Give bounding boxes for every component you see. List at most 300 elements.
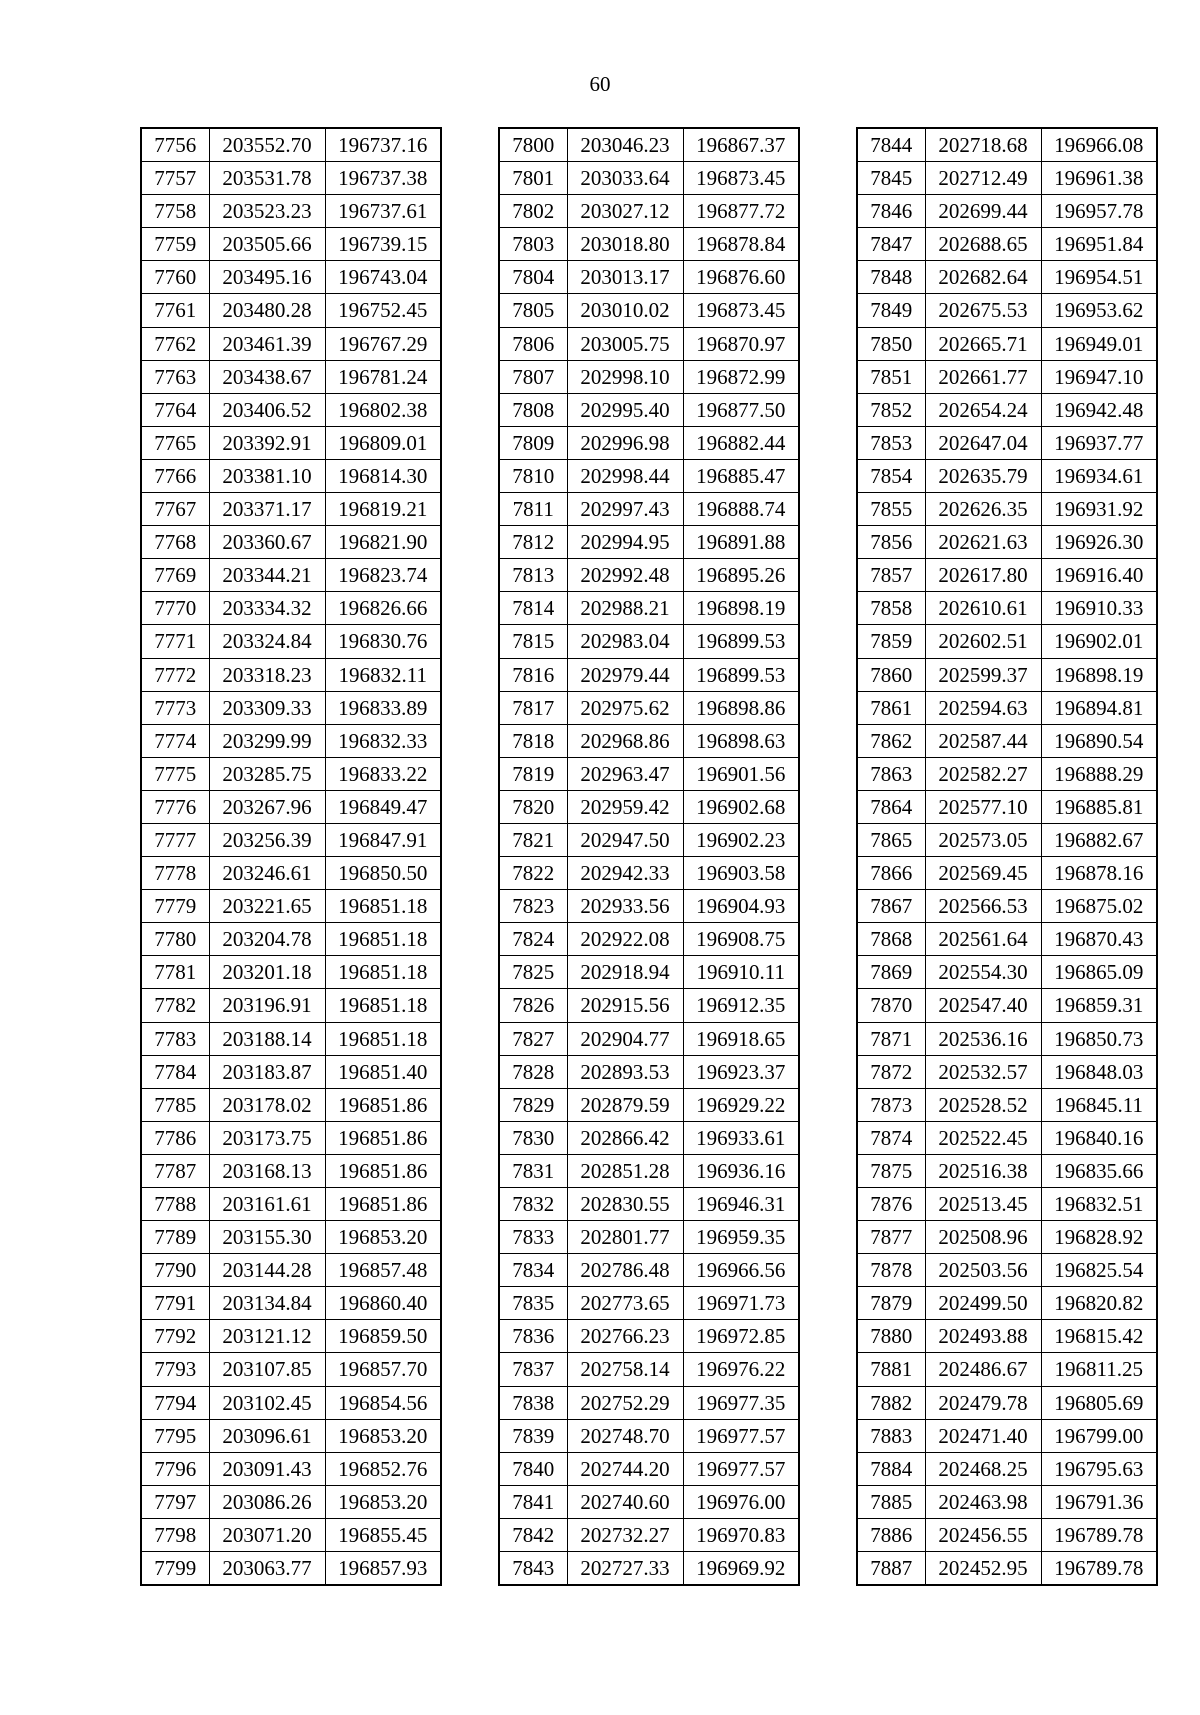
table-row — [499, 625, 799, 658]
x-coordinate-cell: 202963.47 — [567, 757, 683, 790]
x-coordinate-cell: 203201.18 — [209, 956, 325, 989]
x-coordinate-cell: 202561.64 — [925, 923, 1041, 956]
table-row — [141, 857, 441, 890]
table-row — [499, 1154, 799, 1187]
y-coordinate-cell: 196959.35 — [683, 1221, 799, 1254]
x-coordinate-cell: 202499.50 — [925, 1287, 1041, 1320]
point-id-cell: 7857 — [857, 559, 925, 592]
x-coordinate-cell: 202547.40 — [925, 989, 1041, 1022]
table-row — [857, 592, 1157, 625]
point-id-cell: 7837 — [499, 1353, 567, 1386]
y-coordinate-cell: 196969.92 — [683, 1552, 799, 1586]
x-coordinate-cell: 203267.96 — [209, 790, 325, 823]
y-coordinate-cell: 196903.58 — [683, 857, 799, 890]
x-coordinate-cell: 202617.80 — [925, 559, 1041, 592]
y-coordinate-cell: 196898.19 — [1041, 658, 1157, 691]
point-id-cell: 7843 — [499, 1552, 567, 1586]
point-id-cell: 7811 — [499, 493, 567, 526]
point-id-cell: 7881 — [857, 1353, 925, 1386]
x-coordinate-cell: 202744.20 — [567, 1452, 683, 1485]
x-coordinate-cell: 203480.28 — [209, 294, 325, 327]
table-row — [857, 162, 1157, 195]
table-row — [857, 625, 1157, 658]
x-coordinate-cell: 203381.10 — [209, 459, 325, 492]
y-coordinate-cell: 196898.86 — [683, 691, 799, 724]
table-row — [499, 1419, 799, 1452]
y-coordinate-cell: 196811.25 — [1041, 1353, 1157, 1386]
x-coordinate-cell: 202456.55 — [925, 1518, 1041, 1551]
point-id-cell: 7842 — [499, 1518, 567, 1551]
point-id-cell: 7854 — [857, 459, 925, 492]
x-coordinate-cell: 203318.23 — [209, 658, 325, 691]
y-coordinate-cell: 196977.57 — [683, 1419, 799, 1452]
point-id-cell: 7804 — [499, 261, 567, 294]
x-coordinate-cell: 202801.77 — [567, 1221, 683, 1254]
point-id-cell: 7844 — [857, 128, 925, 162]
table-row — [141, 1452, 441, 1485]
table-row — [499, 1452, 799, 1485]
y-coordinate-cell: 196953.62 — [1041, 294, 1157, 327]
y-coordinate-cell: 196851.40 — [325, 1055, 441, 1088]
x-coordinate-cell: 202682.64 — [925, 261, 1041, 294]
table-row — [857, 1320, 1157, 1353]
point-id-cell: 7841 — [499, 1485, 567, 1518]
table-row — [499, 426, 799, 459]
x-coordinate-cell: 202554.30 — [925, 956, 1041, 989]
x-coordinate-cell: 202918.94 — [567, 956, 683, 989]
x-coordinate-cell: 202773.65 — [567, 1287, 683, 1320]
table-row — [499, 823, 799, 856]
table-row — [141, 625, 441, 658]
y-coordinate-cell: 196933.61 — [683, 1121, 799, 1154]
x-coordinate-cell: 202688.65 — [925, 228, 1041, 261]
y-coordinate-cell: 196947.10 — [1041, 360, 1157, 393]
table-row — [499, 890, 799, 923]
x-coordinate-cell: 203196.91 — [209, 989, 325, 1022]
table-row — [499, 1055, 799, 1088]
x-coordinate-cell: 202995.40 — [567, 393, 683, 426]
y-coordinate-cell: 196870.43 — [1041, 923, 1157, 956]
y-coordinate-cell: 196910.11 — [683, 956, 799, 989]
x-coordinate-cell: 202727.33 — [567, 1552, 683, 1586]
y-coordinate-cell: 196972.85 — [683, 1320, 799, 1353]
y-coordinate-cell: 196898.63 — [683, 724, 799, 757]
y-coordinate-cell: 196898.19 — [683, 592, 799, 625]
x-coordinate-cell: 202665.71 — [925, 327, 1041, 360]
x-coordinate-cell: 203096.61 — [209, 1419, 325, 1452]
point-id-cell: 7850 — [857, 327, 925, 360]
point-id-cell: 7823 — [499, 890, 567, 923]
x-coordinate-cell: 203334.32 — [209, 592, 325, 625]
table-row — [499, 459, 799, 492]
y-coordinate-cell: 196852.76 — [325, 1452, 441, 1485]
table-row — [499, 162, 799, 195]
x-coordinate-cell: 203552.70 — [209, 128, 325, 162]
point-id-cell: 7796 — [141, 1452, 209, 1485]
point-id-cell: 7836 — [499, 1320, 567, 1353]
point-id-cell: 7795 — [141, 1419, 209, 1452]
x-coordinate-cell: 202661.77 — [925, 360, 1041, 393]
x-coordinate-cell: 202486.67 — [925, 1353, 1041, 1386]
table-row — [857, 757, 1157, 790]
table-row — [499, 1121, 799, 1154]
table-row — [499, 1386, 799, 1419]
x-coordinate-cell: 203495.16 — [209, 261, 325, 294]
y-coordinate-cell: 196853.20 — [325, 1221, 441, 1254]
table-row — [857, 1353, 1157, 1386]
y-coordinate-cell: 196954.51 — [1041, 261, 1157, 294]
x-coordinate-cell: 203523.23 — [209, 195, 325, 228]
table-row — [141, 493, 441, 526]
table-row — [499, 1485, 799, 1518]
y-coordinate-cell: 196851.18 — [325, 989, 441, 1022]
point-id-cell: 7784 — [141, 1055, 209, 1088]
y-coordinate-cell: 196877.72 — [683, 195, 799, 228]
point-id-cell: 7792 — [141, 1320, 209, 1353]
x-coordinate-cell: 202587.44 — [925, 724, 1041, 757]
table-row — [141, 1022, 441, 1055]
x-coordinate-cell: 202968.86 — [567, 724, 683, 757]
point-id-cell: 7762 — [141, 327, 209, 360]
y-coordinate-cell: 196737.16 — [325, 128, 441, 162]
y-coordinate-cell: 196902.23 — [683, 823, 799, 856]
point-id-cell: 7782 — [141, 989, 209, 1022]
x-coordinate-cell: 203086.26 — [209, 1485, 325, 1518]
x-coordinate-cell: 203102.45 — [209, 1386, 325, 1419]
table-row — [141, 327, 441, 360]
y-coordinate-cell: 196850.50 — [325, 857, 441, 890]
point-id-cell: 7793 — [141, 1353, 209, 1386]
x-coordinate-cell: 202979.44 — [567, 658, 683, 691]
point-id-cell: 7830 — [499, 1121, 567, 1154]
y-coordinate-cell: 196926.30 — [1041, 526, 1157, 559]
x-coordinate-cell: 202766.23 — [567, 1320, 683, 1353]
table-row — [499, 1254, 799, 1287]
table-row — [141, 1518, 441, 1551]
table-row — [857, 823, 1157, 856]
table-row — [857, 360, 1157, 393]
y-coordinate-cell: 196851.18 — [325, 923, 441, 956]
table-row — [141, 1287, 441, 1320]
y-coordinate-cell: 196832.51 — [1041, 1188, 1157, 1221]
x-coordinate-cell: 202712.49 — [925, 162, 1041, 195]
table-row — [141, 393, 441, 426]
table-row — [857, 890, 1157, 923]
point-id-cell: 7878 — [857, 1254, 925, 1287]
y-coordinate-cell: 196815.42 — [1041, 1320, 1157, 1353]
table-row — [499, 360, 799, 393]
x-coordinate-cell: 202904.77 — [567, 1022, 683, 1055]
y-coordinate-cell: 196850.73 — [1041, 1022, 1157, 1055]
y-coordinate-cell: 196895.26 — [683, 559, 799, 592]
x-coordinate-cell: 202594.63 — [925, 691, 1041, 724]
y-coordinate-cell: 196826.66 — [325, 592, 441, 625]
y-coordinate-cell: 196737.38 — [325, 162, 441, 195]
point-id-cell: 7799 — [141, 1552, 209, 1586]
table-row — [857, 1121, 1157, 1154]
point-id-cell: 7787 — [141, 1154, 209, 1187]
table-row — [857, 493, 1157, 526]
y-coordinate-cell: 196885.47 — [683, 459, 799, 492]
point-id-cell: 7814 — [499, 592, 567, 625]
y-coordinate-cell: 196853.20 — [325, 1485, 441, 1518]
table-row — [141, 790, 441, 823]
point-id-cell: 7860 — [857, 658, 925, 691]
x-coordinate-cell: 202675.53 — [925, 294, 1041, 327]
table-row — [141, 559, 441, 592]
table-row — [141, 1121, 441, 1154]
y-coordinate-cell: 196737.61 — [325, 195, 441, 228]
y-coordinate-cell: 196873.45 — [683, 162, 799, 195]
x-coordinate-cell: 202718.68 — [925, 128, 1041, 162]
y-coordinate-cell: 196789.78 — [1041, 1518, 1157, 1551]
table-row — [499, 1188, 799, 1221]
point-id-cell: 7867 — [857, 890, 925, 923]
y-coordinate-cell: 196966.08 — [1041, 128, 1157, 162]
point-id-cell: 7834 — [499, 1254, 567, 1287]
y-coordinate-cell: 196872.99 — [683, 360, 799, 393]
x-coordinate-cell: 203204.78 — [209, 923, 325, 956]
point-id-cell: 7833 — [499, 1221, 567, 1254]
point-id-cell: 7846 — [857, 195, 925, 228]
point-id-cell: 7821 — [499, 823, 567, 856]
point-id-cell: 7775 — [141, 757, 209, 790]
point-id-cell: 7883 — [857, 1419, 925, 1452]
x-coordinate-cell: 202959.42 — [567, 790, 683, 823]
x-coordinate-cell: 203285.75 — [209, 757, 325, 790]
y-coordinate-cell: 196821.90 — [325, 526, 441, 559]
table-row — [499, 261, 799, 294]
y-coordinate-cell: 196802.38 — [325, 393, 441, 426]
x-coordinate-cell: 202516.38 — [925, 1154, 1041, 1187]
table-row — [141, 757, 441, 790]
x-coordinate-cell: 202528.52 — [925, 1088, 1041, 1121]
coordinate-table-3 — [856, 127, 1158, 1586]
y-coordinate-cell: 196851.18 — [325, 956, 441, 989]
y-coordinate-cell: 196873.45 — [683, 294, 799, 327]
y-coordinate-cell: 196833.89 — [325, 691, 441, 724]
point-id-cell: 7801 — [499, 162, 567, 195]
x-coordinate-cell: 202988.21 — [567, 592, 683, 625]
x-coordinate-cell: 203168.13 — [209, 1154, 325, 1187]
table-row — [857, 1419, 1157, 1452]
y-coordinate-cell: 196876.60 — [683, 261, 799, 294]
x-coordinate-cell: 202922.08 — [567, 923, 683, 956]
point-id-cell: 7884 — [857, 1452, 925, 1485]
x-coordinate-cell: 203071.20 — [209, 1518, 325, 1551]
y-coordinate-cell: 196929.22 — [683, 1088, 799, 1121]
table-row — [141, 724, 441, 757]
table-row — [141, 1552, 441, 1586]
table-row — [499, 228, 799, 261]
point-id-cell: 7794 — [141, 1386, 209, 1419]
x-coordinate-cell: 202532.57 — [925, 1055, 1041, 1088]
x-coordinate-cell: 203178.02 — [209, 1088, 325, 1121]
point-id-cell: 7853 — [857, 426, 925, 459]
y-coordinate-cell: 196743.04 — [325, 261, 441, 294]
point-id-cell: 7820 — [499, 790, 567, 823]
table-row — [857, 559, 1157, 592]
y-coordinate-cell: 196832.11 — [325, 658, 441, 691]
y-coordinate-cell: 196878.16 — [1041, 857, 1157, 890]
y-coordinate-cell: 196934.61 — [1041, 459, 1157, 492]
table-row — [857, 1055, 1157, 1088]
y-coordinate-cell: 196923.37 — [683, 1055, 799, 1088]
y-coordinate-cell: 196877.50 — [683, 393, 799, 426]
y-coordinate-cell: 196859.50 — [325, 1320, 441, 1353]
x-coordinate-cell: 203183.87 — [209, 1055, 325, 1088]
table-row — [857, 1452, 1157, 1485]
point-id-cell: 7865 — [857, 823, 925, 856]
y-coordinate-cell: 196971.73 — [683, 1287, 799, 1320]
x-coordinate-cell: 203438.67 — [209, 360, 325, 393]
x-coordinate-cell: 203344.21 — [209, 559, 325, 592]
table-row — [499, 493, 799, 526]
table-row — [141, 294, 441, 327]
point-id-cell: 7785 — [141, 1088, 209, 1121]
y-coordinate-cell: 196823.74 — [325, 559, 441, 592]
point-id-cell: 7773 — [141, 691, 209, 724]
y-coordinate-cell: 196875.02 — [1041, 890, 1157, 923]
table-row — [499, 592, 799, 625]
table-row — [499, 923, 799, 956]
x-coordinate-cell: 202468.25 — [925, 1452, 1041, 1485]
point-id-cell: 7861 — [857, 691, 925, 724]
x-coordinate-cell: 202699.44 — [925, 195, 1041, 228]
table-row — [141, 526, 441, 559]
x-coordinate-cell: 203155.30 — [209, 1221, 325, 1254]
y-coordinate-cell: 196832.33 — [325, 724, 441, 757]
y-coordinate-cell: 196851.86 — [325, 1188, 441, 1221]
point-id-cell: 7770 — [141, 592, 209, 625]
point-id-cell: 7790 — [141, 1254, 209, 1287]
point-id-cell: 7855 — [857, 493, 925, 526]
table-row — [857, 426, 1157, 459]
x-coordinate-cell: 203091.43 — [209, 1452, 325, 1485]
table-row — [857, 393, 1157, 426]
point-id-cell: 7825 — [499, 956, 567, 989]
y-coordinate-cell: 196851.18 — [325, 890, 441, 923]
coordinate-table-1 — [140, 127, 442, 1586]
table-row — [857, 1254, 1157, 1287]
table-row — [499, 1353, 799, 1386]
y-coordinate-cell: 196791.36 — [1041, 1485, 1157, 1518]
x-coordinate-cell: 203013.17 — [567, 261, 683, 294]
x-coordinate-cell: 202569.45 — [925, 857, 1041, 890]
y-coordinate-cell: 196902.01 — [1041, 625, 1157, 658]
point-id-cell: 7783 — [141, 1022, 209, 1055]
table-row — [141, 1353, 441, 1386]
table-row — [499, 1022, 799, 1055]
point-id-cell: 7757 — [141, 162, 209, 195]
table-row — [499, 393, 799, 426]
table-row — [141, 228, 441, 261]
y-coordinate-cell: 196865.09 — [1041, 956, 1157, 989]
x-coordinate-cell: 202994.95 — [567, 526, 683, 559]
point-id-cell: 7813 — [499, 559, 567, 592]
x-coordinate-cell: 202915.56 — [567, 989, 683, 1022]
point-id-cell: 7760 — [141, 261, 209, 294]
table-row — [857, 261, 1157, 294]
table-row — [141, 360, 441, 393]
x-coordinate-cell: 203027.12 — [567, 195, 683, 228]
y-coordinate-cell: 196848.03 — [1041, 1055, 1157, 1088]
x-coordinate-cell: 202893.53 — [567, 1055, 683, 1088]
table-row — [499, 724, 799, 757]
y-coordinate-cell: 196894.81 — [1041, 691, 1157, 724]
table-row — [857, 294, 1157, 327]
table-row — [499, 327, 799, 360]
y-coordinate-cell: 196825.54 — [1041, 1254, 1157, 1287]
x-coordinate-cell: 202635.79 — [925, 459, 1041, 492]
point-id-cell: 7758 — [141, 195, 209, 228]
y-coordinate-cell: 196899.53 — [683, 625, 799, 658]
y-coordinate-cell: 196882.67 — [1041, 823, 1157, 856]
table-row — [141, 956, 441, 989]
y-coordinate-cell: 196859.31 — [1041, 989, 1157, 1022]
table-row — [499, 691, 799, 724]
x-coordinate-cell: 202942.33 — [567, 857, 683, 890]
table-row — [857, 228, 1157, 261]
x-coordinate-cell: 202998.10 — [567, 360, 683, 393]
point-id-cell: 7858 — [857, 592, 925, 625]
table-row — [857, 989, 1157, 1022]
y-coordinate-cell: 196809.01 — [325, 426, 441, 459]
table-row — [857, 1188, 1157, 1221]
table-row — [857, 1287, 1157, 1320]
table-row — [499, 1287, 799, 1320]
table-row — [499, 790, 799, 823]
x-coordinate-cell: 203392.91 — [209, 426, 325, 459]
point-id-cell: 7822 — [499, 857, 567, 890]
y-coordinate-cell: 196899.53 — [683, 658, 799, 691]
x-coordinate-cell: 202786.48 — [567, 1254, 683, 1287]
point-id-cell: 7809 — [499, 426, 567, 459]
point-id-cell: 7870 — [857, 989, 925, 1022]
point-id-cell: 7877 — [857, 1221, 925, 1254]
table-row — [857, 1154, 1157, 1187]
table-row — [141, 1188, 441, 1221]
x-coordinate-cell: 203107.85 — [209, 1353, 325, 1386]
point-id-cell: 7828 — [499, 1055, 567, 1088]
x-coordinate-cell: 203188.14 — [209, 1022, 325, 1055]
table-row — [141, 128, 441, 162]
x-coordinate-cell: 203531.78 — [209, 162, 325, 195]
point-id-cell: 7772 — [141, 658, 209, 691]
table-row — [857, 1022, 1157, 1055]
table-row — [857, 724, 1157, 757]
x-coordinate-cell: 203309.33 — [209, 691, 325, 724]
y-coordinate-cell: 196957.78 — [1041, 195, 1157, 228]
point-id-cell: 7805 — [499, 294, 567, 327]
x-coordinate-cell: 202740.60 — [567, 1485, 683, 1518]
table-row — [857, 691, 1157, 724]
y-coordinate-cell: 196966.56 — [683, 1254, 799, 1287]
point-id-cell: 7824 — [499, 923, 567, 956]
point-id-cell: 7848 — [857, 261, 925, 294]
y-coordinate-cell: 196805.69 — [1041, 1386, 1157, 1419]
x-coordinate-cell: 202830.55 — [567, 1188, 683, 1221]
table-row — [857, 459, 1157, 492]
table-row — [141, 1419, 441, 1452]
x-coordinate-cell: 203144.28 — [209, 1254, 325, 1287]
x-coordinate-cell: 202599.37 — [925, 658, 1041, 691]
table-row — [499, 1518, 799, 1551]
point-id-cell: 7839 — [499, 1419, 567, 1452]
x-coordinate-cell: 203033.64 — [567, 162, 683, 195]
table-row — [857, 1088, 1157, 1121]
point-id-cell: 7829 — [499, 1088, 567, 1121]
